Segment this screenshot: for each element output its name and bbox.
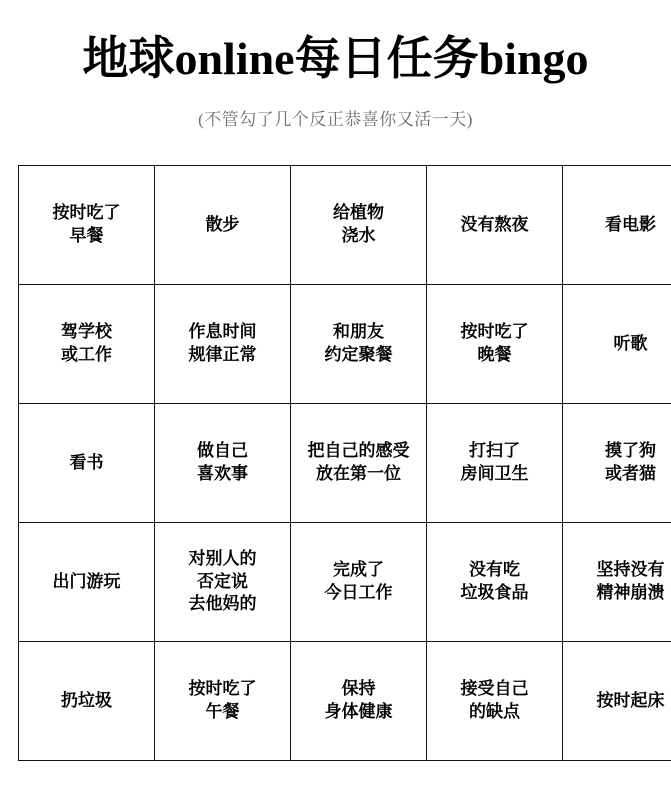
bingo-cell[interactable] (19, 404, 155, 523)
bingo-row (19, 642, 671, 761)
bingo-cell[interactable] (19, 642, 155, 761)
bingo-table-body (19, 166, 671, 761)
bingo-row (19, 404, 671, 523)
bingo-cell-line: 精神崩溃 (596, 583, 665, 602)
bingo-cell-line: 作息时间 (188, 322, 257, 342)
bingo-cell[interactable] (291, 285, 427, 404)
bingo-cell[interactable] (427, 404, 563, 523)
bingo-cell[interactable] (427, 285, 563, 404)
bingo-cell[interactable] (291, 523, 427, 642)
bingo-cell-line: 做自己 (197, 441, 248, 461)
bingo-cell[interactable] (427, 166, 563, 285)
bingo-table (18, 165, 671, 761)
bingo-cell[interactable] (563, 404, 671, 523)
bingo-cell-line: 看电影 (605, 214, 656, 234)
bingo-cell[interactable] (155, 285, 291, 404)
bingo-cell-line: 没有熬夜 (460, 214, 529, 234)
bingo-cell-line: 打扫了 (469, 441, 520, 461)
bingo-cell-line: 把自己的感受 (307, 441, 410, 461)
bingo-cell-line: 今日工作 (324, 583, 393, 602)
bingo-cell-line: 晚餐 (477, 345, 512, 364)
bingo-cell-line: 按时起床 (596, 690, 665, 710)
bingo-cell[interactable] (291, 642, 427, 761)
page-title: 地球online每日任务bingo (82, 33, 589, 84)
page-subtitle: (不管勾了几个反正恭喜你又活一天) (198, 109, 473, 129)
bingo-cell-line: 的缺点 (469, 702, 520, 721)
bingo-cell-line: 坚持没有 (596, 560, 665, 580)
bingo-cell[interactable] (427, 642, 563, 761)
bingo-cell-line: 规律正常 (188, 345, 257, 364)
bingo-cell-line: 去他妈的 (188, 594, 257, 614)
bingo-cell[interactable] (19, 285, 155, 404)
bingo-cell-line: 约定聚餐 (324, 345, 393, 364)
bingo-cell-line: 保持 (341, 679, 376, 699)
bingo-cell[interactable] (563, 642, 671, 761)
bingo-cell[interactable] (19, 523, 155, 642)
bingo-cell-line: 完成了 (333, 560, 384, 580)
bingo-cell[interactable] (563, 285, 671, 404)
bingo-cell[interactable] (563, 523, 671, 642)
bingo-cell[interactable] (155, 166, 291, 285)
bingo-cell-line: 和朋友 (333, 322, 384, 342)
bingo-cell-line: 听歌 (613, 333, 648, 353)
bingo-cell-line: 或者猫 (605, 464, 656, 483)
bingo-cell[interactable] (155, 404, 291, 523)
bingo-cell-line: 散步 (205, 214, 240, 234)
bingo-cell-line: 午餐 (205, 702, 240, 721)
bingo-cell[interactable] (427, 523, 563, 642)
bingo-grid-container (18, 165, 665, 761)
bingo-cell[interactable] (155, 523, 291, 642)
bingo-cell-line: 房间卫生 (460, 464, 529, 483)
bingo-row (19, 285, 671, 404)
bingo-cell-line: 接受自己 (460, 679, 529, 699)
bingo-cell-line: 给植物 (333, 203, 384, 223)
bingo-cell-line: 摸了狗 (605, 441, 656, 461)
bingo-cell-line: 看书 (69, 452, 104, 472)
bingo-cell-line: 没有吃 (469, 560, 520, 580)
bingo-cell-line: 早餐 (69, 226, 104, 245)
bingo-cell-line: 身体健康 (324, 702, 393, 721)
bingo-cell-line: 驾学校 (61, 322, 112, 342)
bingo-cell[interactable] (291, 166, 427, 285)
bingo-cell-line: 或工作 (61, 345, 112, 364)
bingo-cell[interactable] (291, 404, 427, 523)
bingo-cell[interactable] (155, 642, 291, 761)
bingo-row (19, 166, 671, 285)
bingo-cell-line: 放在第一位 (316, 464, 401, 483)
bingo-cell-line: 垃圾食品 (460, 583, 529, 602)
bingo-cell-line: 喜欢事 (197, 464, 248, 483)
bingo-cell[interactable] (19, 166, 155, 285)
bingo-cell-line: 否定说 (197, 571, 248, 591)
bingo-cell-line: 按时吃了 (460, 322, 529, 342)
bingo-row (19, 523, 671, 642)
bingo-cell-line: 对别人的 (188, 548, 257, 568)
bingo-cell-line: 出门游玩 (52, 571, 121, 591)
bingo-cell-line: 扔垃圾 (61, 690, 112, 710)
bingo-cell[interactable] (563, 166, 671, 285)
bingo-cell-line: 按时吃了 (52, 203, 121, 223)
bingo-cell-line: 浇水 (341, 226, 376, 245)
bingo-cell-line: 按时吃了 (188, 679, 257, 699)
